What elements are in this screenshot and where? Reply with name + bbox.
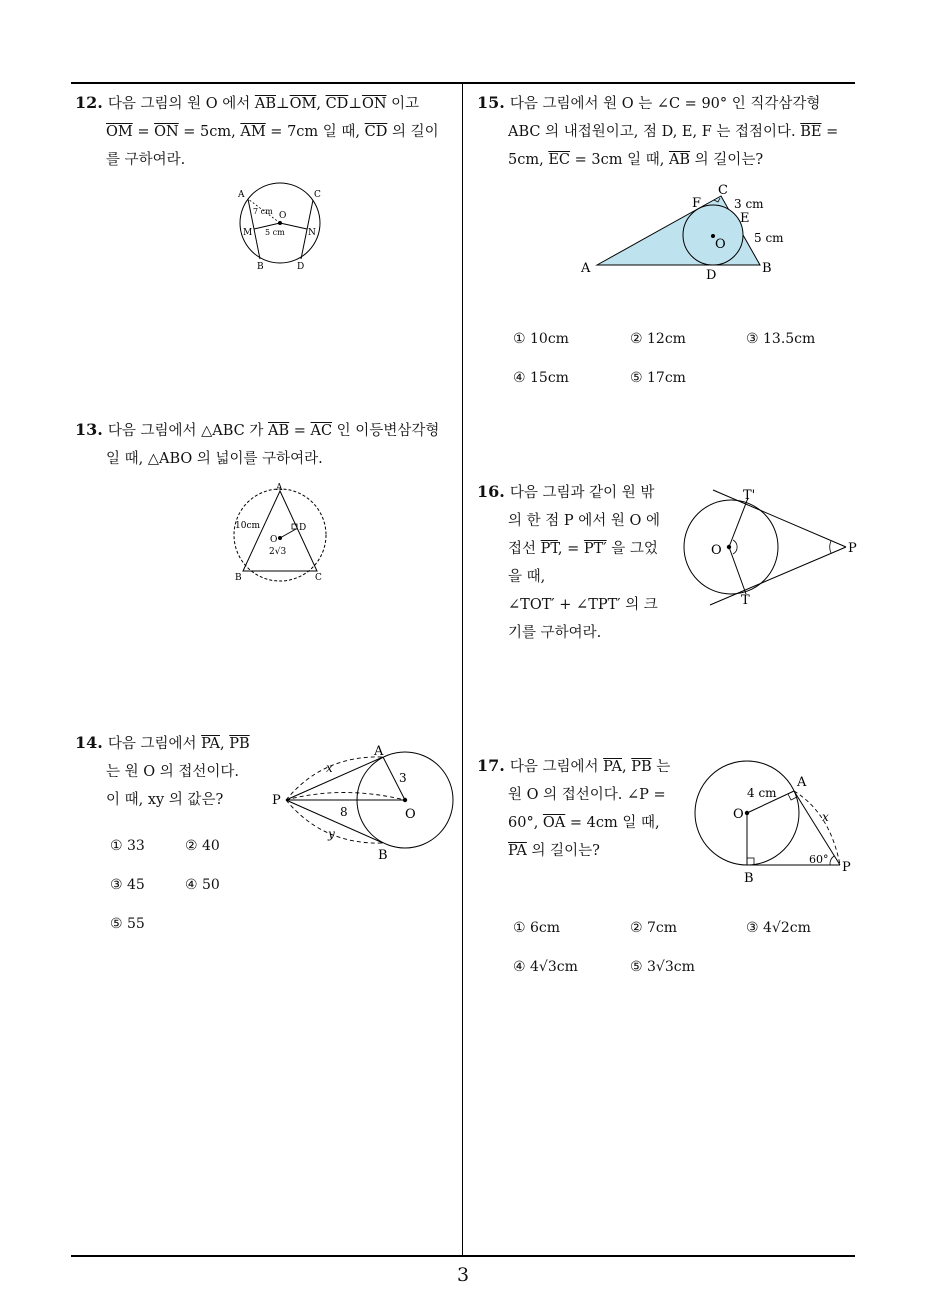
question-12 [75, 89, 439, 174]
q17-label-b: B [744, 871, 754, 886]
q17-seg-pa: $\overline{PA}$ [603, 759, 623, 775]
q13-label-d: D [299, 523, 307, 533]
q17-option-5[interactable]: ⑤ 3√3cm [630, 959, 695, 975]
q15-val: 5cm, [508, 152, 549, 168]
q17-line3 [477, 809, 670, 837]
q14-line1 [75, 729, 250, 758]
q15-label-3cm: 3 cm [734, 197, 764, 211]
question-15 [477, 89, 838, 174]
q12-label-b: B [257, 262, 264, 272]
q12-seg-cd: $\overline{CD}$ [325, 96, 349, 112]
bottom-rule [71, 1255, 855, 1257]
q12-label-o: O [279, 211, 287, 221]
q12-seg-om: $\overline{OM}$ [289, 96, 317, 112]
q12-seg-on: $\overline{ON}$ [361, 96, 387, 112]
q13-line1 [75, 416, 439, 445]
q15-option-1[interactable]: ① 10cm [513, 331, 569, 347]
q13-label-c: C [315, 573, 322, 583]
q17-text2: 는 [651, 759, 671, 775]
q15-option-3[interactable]: ③ 13.5cm [746, 331, 816, 347]
top-rule [71, 82, 855, 84]
q15-text2: ABC 의 내접원이고, 점 D, E, F 는 접점이다. [508, 124, 801, 140]
q17-label-a: A [797, 775, 807, 790]
q12-label-c: C [314, 190, 321, 200]
q17-label-4cm: 4 cm [747, 786, 777, 800]
q14-option-1[interactable]: ① 33 [110, 838, 145, 854]
q12-text3: 의 길이 [387, 124, 439, 140]
q12-label-5cm: 5 cm [265, 228, 285, 237]
q16-text: 다음 그림과 같이 원 밖 [509, 485, 655, 501]
q17-option-1[interactable]: ① 6cm [513, 920, 561, 936]
q15-label-e: E [740, 211, 750, 226]
q16-seg-pt: $\overline{PT}$ [540, 541, 558, 557]
q17-option-4[interactable]: ④ 4√3cm [513, 959, 578, 975]
q17-option-2[interactable]: ② 7cm [630, 920, 678, 936]
q16-figure [683, 484, 863, 609]
q17-line1 [477, 752, 670, 781]
q15-number: 15. [477, 93, 505, 112]
q12-line1 [75, 89, 439, 118]
q15-val2: = 3cm 일 때, [570, 152, 669, 168]
q16-label-t-prime: T' [743, 488, 756, 503]
q12-eq: = [132, 124, 155, 140]
q16-line3 [477, 535, 660, 563]
q12-label-d: D [297, 262, 305, 272]
q12-seg-om2: $\overline{OM}$ [106, 124, 133, 140]
q13-figure [230, 482, 330, 586]
q15-label-5cm: 5 cm [754, 231, 784, 245]
q15-seg-ab: $\overline{AB}$ [668, 152, 691, 168]
q14-text: 다음 그림에서 [107, 736, 202, 752]
q12-val2: = 7cm 일 때, [265, 124, 365, 140]
q14-label-x: x [326, 761, 333, 775]
q16-line6: 기를 구하여라. [508, 625, 602, 641]
q14-label-b: B [378, 848, 388, 863]
q16-text4: 을 그었 [606, 541, 658, 557]
q12-label-7cm: 7 cm [253, 207, 273, 216]
q15-line1 [477, 89, 838, 118]
q12-label-n: N [308, 228, 316, 238]
q17-seg-oa: $\overline{OA}$ [542, 815, 566, 831]
q14-label-o: O [405, 807, 416, 822]
q15-label-c: C [718, 183, 728, 198]
q14-option-3[interactable]: ③ 45 [110, 877, 145, 893]
q12-perp2: ⊥ [348, 96, 362, 112]
q15-label-a: A [581, 261, 591, 276]
q12-figure [230, 180, 330, 275]
q12-seg-ab: $\overline{AB}$ [254, 96, 276, 112]
q13-label-b: B [235, 573, 242, 583]
q15-option-4[interactable]: ④ 15cm [513, 370, 569, 386]
q17-seg-pb: $\overline{PB}$ [631, 759, 652, 775]
column-divider [462, 82, 463, 1255]
q16-line1 [477, 478, 660, 507]
q13-seg-ab: $\overline{AB}$ [267, 423, 290, 439]
q14-label-p: P [272, 793, 281, 808]
q12-number: 12. [75, 93, 103, 112]
q14-option-2[interactable]: ② 40 [185, 838, 220, 854]
q16-label-o: O [711, 543, 722, 558]
q16-label-t: T [741, 593, 750, 608]
q17-text4: 의 길이는? [526, 843, 600, 859]
q17-label-x: x [822, 810, 829, 824]
q15-label-b: B [762, 261, 772, 276]
q13-text2: 인 이등변삼각형 [332, 423, 440, 439]
q17-option-3[interactable]: ③ 4√2cm [746, 920, 811, 936]
q13-seg-ac: $\overline{AC}$ [310, 423, 333, 439]
q17-text: 다음 그림에서 [509, 759, 604, 775]
q12-val: = 5cm, [178, 124, 241, 140]
q17-line4 [477, 837, 670, 865]
q13-label-10cm: 10cm [235, 521, 261, 531]
q14-label-8: 8 [340, 805, 348, 819]
q14-label-a: A [374, 744, 384, 759]
q13-label-a: A [276, 483, 283, 493]
q14-option-5[interactable]: ⑤ 55 [110, 916, 145, 932]
q13-line2: 일 때, △ABO 의 넓이를 구하여라. [106, 451, 323, 467]
q14-line3: 이 때, xy 의 값은? [106, 792, 224, 808]
q16-number: 16. [477, 482, 505, 501]
question-14 [75, 729, 250, 814]
q12-line3: 를 구하여라. [106, 152, 186, 168]
q12-line2 [75, 118, 439, 146]
q17-text3: = 4cm 일 때, [565, 815, 660, 831]
q15-option-2[interactable]: ② 12cm [630, 331, 686, 347]
q17-number: 17. [477, 756, 505, 775]
q14-figure [268, 740, 453, 865]
q13-number: 13. [75, 420, 103, 439]
q12-label-a: A [238, 190, 245, 200]
q13-label-2r3: 2√3 [269, 547, 287, 557]
q15-label-o: O [715, 237, 726, 252]
q16-line2: 의 한 점 P 에서 원 O 에 [508, 513, 660, 529]
q15-text3: 의 길이는? [690, 152, 764, 168]
q16-eq: , = [557, 541, 584, 557]
q12-seg-am: $\overline{AM}$ [240, 124, 266, 140]
q14-seg-pa: $\overline{PA}$ [201, 736, 221, 752]
q15-label-d: D [706, 268, 717, 283]
q14-label-3: 3 [399, 771, 407, 785]
q16-seg-pt2: PT′ [583, 541, 607, 557]
q15-option-5[interactable]: ⑤ 17cm [630, 370, 686, 386]
q12-perp: ⊥ [275, 96, 290, 112]
q14-number: 14. [75, 733, 103, 752]
q12-text: 다음 그림의 원 O 에서 [107, 96, 255, 112]
q15-line3 [477, 146, 838, 174]
q16-line5: ∠TOT′ + ∠TPT′ 의 크 [508, 597, 658, 613]
q13-text: 다음 그림에서 △ABC 가 [107, 423, 268, 439]
q15-seg-ec: $\overline{EC}$ [548, 152, 571, 168]
q12-seg-cd2: $\overline{CD}$ [364, 124, 388, 140]
q15-text: 다음 그림에서 원 O 는 ∠C = 90° 인 직각삼각형 [509, 96, 821, 112]
q15-eq: = [821, 124, 839, 140]
q17-figure [690, 758, 860, 888]
q12-label-m: M [243, 228, 253, 238]
q12-comma: , [316, 96, 326, 112]
q14-label-y: y [328, 827, 335, 841]
page-number: 3 [456, 1264, 470, 1286]
question-17 [477, 752, 670, 865]
q14-option-4[interactable]: ④ 50 [185, 877, 220, 893]
q14-seg-pb: $\overline{PB}$ [229, 736, 250, 752]
q14-comma: , [220, 736, 230, 752]
q17-label-p: P [842, 860, 851, 875]
q15-figure [580, 180, 790, 285]
q17-comma: , [622, 759, 632, 775]
q13-label-o: O [270, 535, 278, 545]
q16-label-p: P [848, 541, 857, 556]
q15-line2 [477, 118, 838, 146]
question-16 [477, 478, 660, 647]
q17-label-60: 60° [809, 853, 829, 866]
question-13 [75, 416, 439, 473]
q15-seg-be: $\overline{BE}$ [800, 124, 822, 140]
q14-line2: 는 원 O 의 접선이다. [106, 764, 239, 780]
q12-seg-on2: $\overline{ON}$ [154, 124, 179, 140]
q17-seg-pa2: $\overline{PA}$ [508, 843, 527, 859]
q16-text3: 접선 [508, 541, 541, 557]
q17-line2: 원 O 의 접선이다. ∠P = [508, 787, 666, 803]
q17-label-o: O [733, 807, 744, 822]
q17-val: 60°, [508, 815, 543, 831]
q16-line4: 을 때, [508, 569, 546, 585]
q12-text2: 이고 [386, 96, 420, 112]
q15-label-f: F [692, 196, 702, 211]
q13-eq: = [289, 423, 311, 439]
